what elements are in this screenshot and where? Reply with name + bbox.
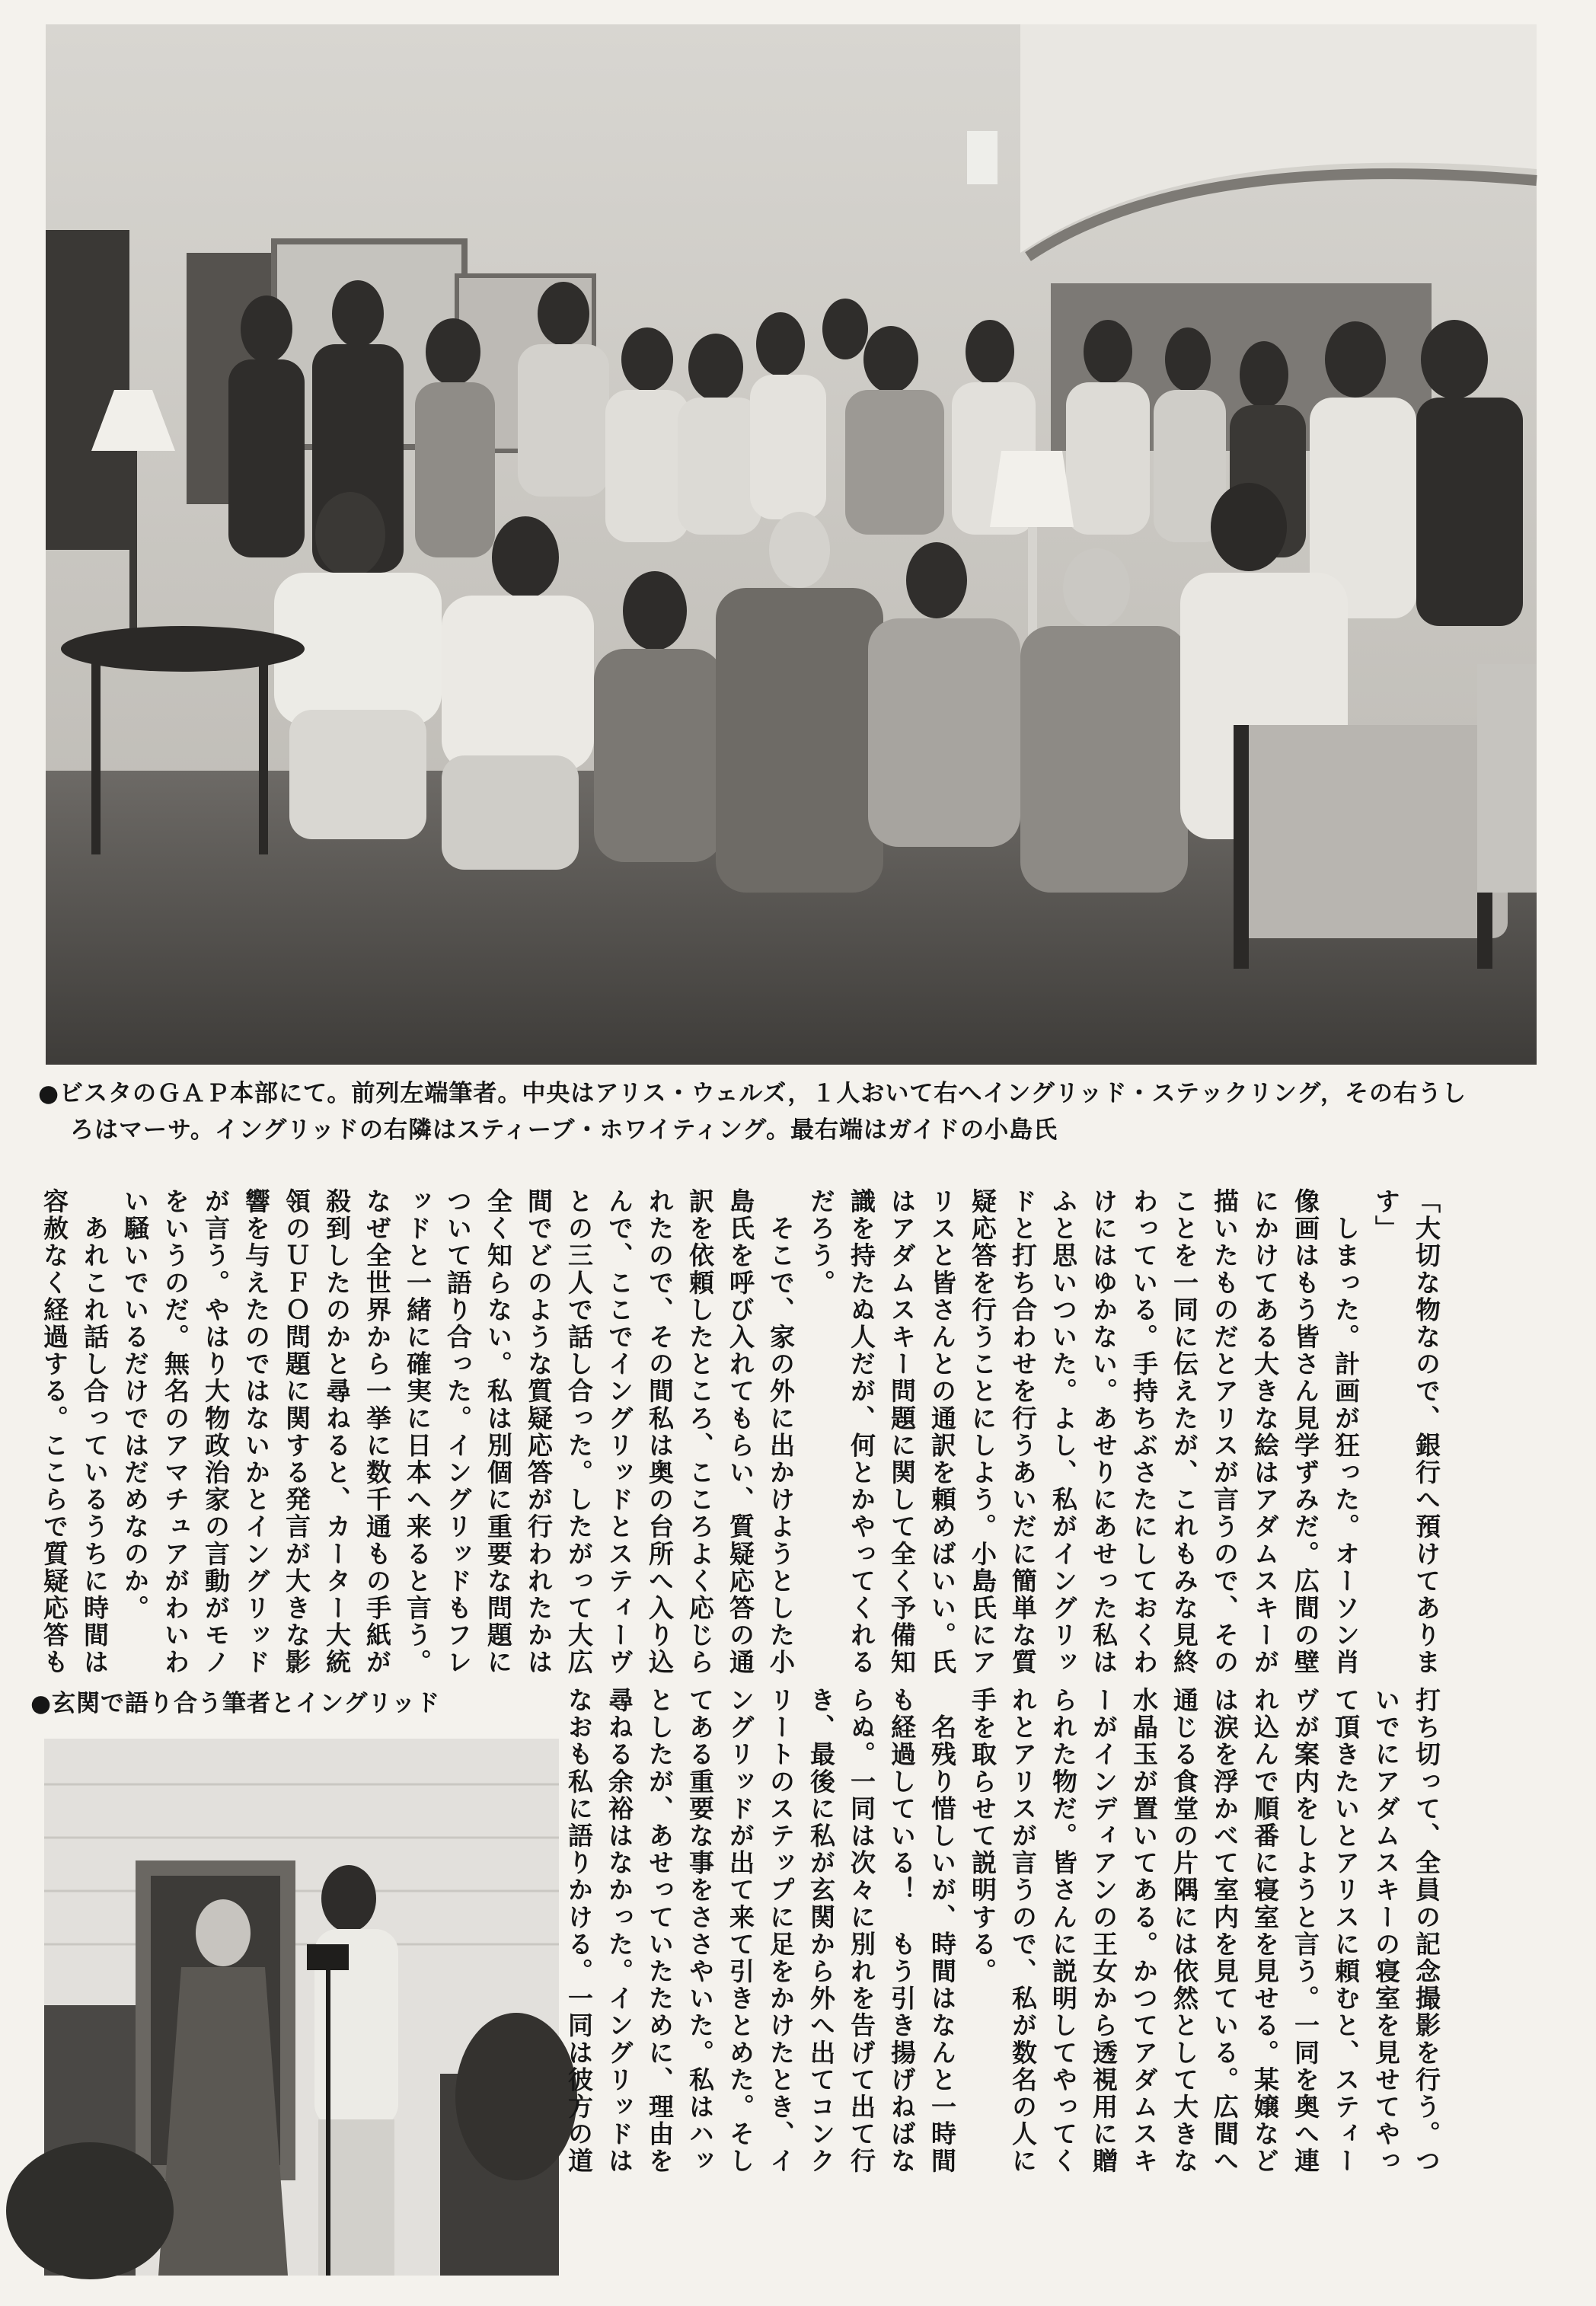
- entrance-photo-caption: ●玄関で語り合う筆者とイングリッド: [30, 1690, 441, 1717]
- text-column: ングリッドが出て来て引きとめた。そし: [726, 1687, 755, 2175]
- group-photo-caption-line-1: ●ビスタのＧＡＰ本部にて。前列左端筆者。中央はアリス・ウェルズ，１人おいて右へイングリッド・ステックリング，その右うし: [38, 1080, 1467, 1107]
- text-column: だろう。: [806, 1188, 836, 1297]
- text-column: 訳を依頼したところ、こころよく応じら: [685, 1188, 715, 1676]
- text-column: いでにアダムスキーの寝室を見せてやっ: [1371, 1687, 1401, 2175]
- text-column: き、最後に私が玄関から外へ出てコンク: [806, 1687, 836, 2175]
- text-column: ことを一同に伝えたが、これもみな見終: [1170, 1188, 1199, 1676]
- text-column: い騒いでいるだけではだめなのか。: [120, 1188, 150, 1622]
- text-column: にかけてある大きな絵はアダムスキーが: [1250, 1188, 1280, 1676]
- text-column: あれこれ話し合っているうちに時間は: [80, 1188, 110, 1676]
- text-column: そこで、家の外に出かけようとした小: [766, 1188, 796, 1676]
- text-column: ヴが案内をしようと言う。一同を奥へ連: [1291, 1687, 1320, 2175]
- text-column: 領のＵＦＯ問題に関する発言が大きな影: [282, 1188, 311, 1676]
- text-column: ーがインディアンの王女から透視用に贈: [1089, 1687, 1119, 2175]
- text-column: 尋ねる余裕はなかった。イングリッドは: [605, 1687, 634, 2175]
- text-column: ついて語り合った。イングリッドもフレ: [443, 1188, 473, 1676]
- text-column: 間でどのような質疑応答が行われたかは: [524, 1188, 554, 1676]
- text-column: 響を与えたのではないかとイングリッド: [241, 1188, 271, 1676]
- text-column: 像画はもう皆さん見学ずみだ。広間の壁: [1291, 1188, 1320, 1676]
- text-column: ッドと一緒に確実に日本へ来ると言う。: [403, 1188, 433, 1676]
- text-column: しまった。計画が狂った。オーソン肖: [1331, 1188, 1361, 1676]
- article-body-upper: [40, 1188, 1447, 1676]
- text-column: との三人で話し合った。したがって大広: [564, 1188, 594, 1676]
- text-column: 通じる食堂の片隅には依然として大きな: [1170, 1687, 1199, 2175]
- text-column: 水晶玉が置いてある。かつてアダムスキ: [1129, 1687, 1159, 2175]
- text-column: れ込んで順番に寝室を見せる。某嬢など: [1250, 1687, 1280, 2175]
- text-column: 打ち切って、全員の記念撮影を行う。つ: [1412, 1687, 1441, 2175]
- text-column: れとアリスが言うので、私が数名の人に: [1008, 1687, 1038, 2175]
- text-column: て頂きたいとアリスに頼むと、スティー: [1331, 1687, 1361, 2175]
- text-column: 識を持たぬ人だが、何とかやってくれる: [847, 1188, 876, 1676]
- text-column: は涙を浮かべて室内を見ている。広間へ: [1210, 1687, 1240, 2175]
- article-body-lower: [564, 1687, 1447, 2288]
- text-column: んで、ここでイングリッドとスティーヴ: [605, 1188, 634, 1676]
- text-column: としたが、あせっていたために、理由を: [645, 1687, 675, 2175]
- text-column: れたので、その間私は奥の台所へ入り込: [645, 1188, 675, 1676]
- text-column: はアダムスキー問題に関して全く予備知: [887, 1188, 917, 1676]
- text-column: ふと思いついた。よし、私がイングリッ: [1049, 1188, 1078, 1676]
- text-column: 描いたものだとアリスが言うので、その: [1210, 1188, 1240, 1676]
- text-column: けにはゆかない。あせりにあせった私は: [1089, 1188, 1119, 1676]
- text-column: らぬ。一同は次々に別れを告げて出て行: [847, 1687, 876, 2175]
- text-column: 殺到したのかと尋ねると、カーター大統: [322, 1188, 352, 1676]
- group-photo-caption-line-2: ろはマーサ。イングリッドの右隣はスティーブ・ホワイティング。最右端はガイドの小島氏: [70, 1116, 1058, 1144]
- text-column: 「大切な物なので、銀行へ預けてありま: [1412, 1188, 1441, 1676]
- text-column: なぜ全世界から一挙に数千通もの手紙が: [362, 1188, 392, 1676]
- text-column: リートのステップに足をかけたとき、イ: [766, 1687, 796, 2175]
- text-column: 全く知らない。私は別個に重要な問題に: [484, 1188, 513, 1676]
- text-column: 名残り惜しいが、時間はなんと一時間: [927, 1687, 957, 2175]
- text-column: す」: [1371, 1188, 1401, 1243]
- text-column: 疑応答を行うことにしよう。小島氏にア: [968, 1188, 998, 1676]
- text-column: られた物だ。皆さんに説明してやってく: [1049, 1687, 1078, 2175]
- text-column: ドと打ち合わせを行うあいだに簡単な質: [1008, 1188, 1038, 1676]
- text-column: 容赦なく経過する。ここらで質疑応答も: [40, 1188, 69, 1676]
- text-column: てある重要な事をささやいた。私はハッ: [685, 1687, 715, 2175]
- text-column: リスと皆さんとの通訳を頼めばいい。氏: [927, 1188, 957, 1676]
- entrance-photo: [44, 1739, 559, 2276]
- text-column: 手を取らせて説明する。: [968, 1687, 998, 1985]
- text-column: をいうのだ。無名のアマチュアがわいわ: [161, 1188, 190, 1676]
- group-photo: [46, 24, 1537, 1065]
- text-column: が言う。やはり大物政治家の言動がモノ: [201, 1188, 231, 1676]
- text-column: なおも私に語りかける。一同は彼方の道: [564, 1687, 594, 2175]
- group-photo-image: [46, 24, 1537, 1065]
- entrance-photo-image: [44, 1739, 559, 2276]
- text-column: 島氏を呼び入れてもらい、質疑応答の通: [726, 1188, 755, 1676]
- text-column: わっている。手持ちぶさたにしておくわ: [1129, 1188, 1159, 1676]
- text-column: も経過している！ もう引き揚げねばな: [887, 1687, 917, 2175]
